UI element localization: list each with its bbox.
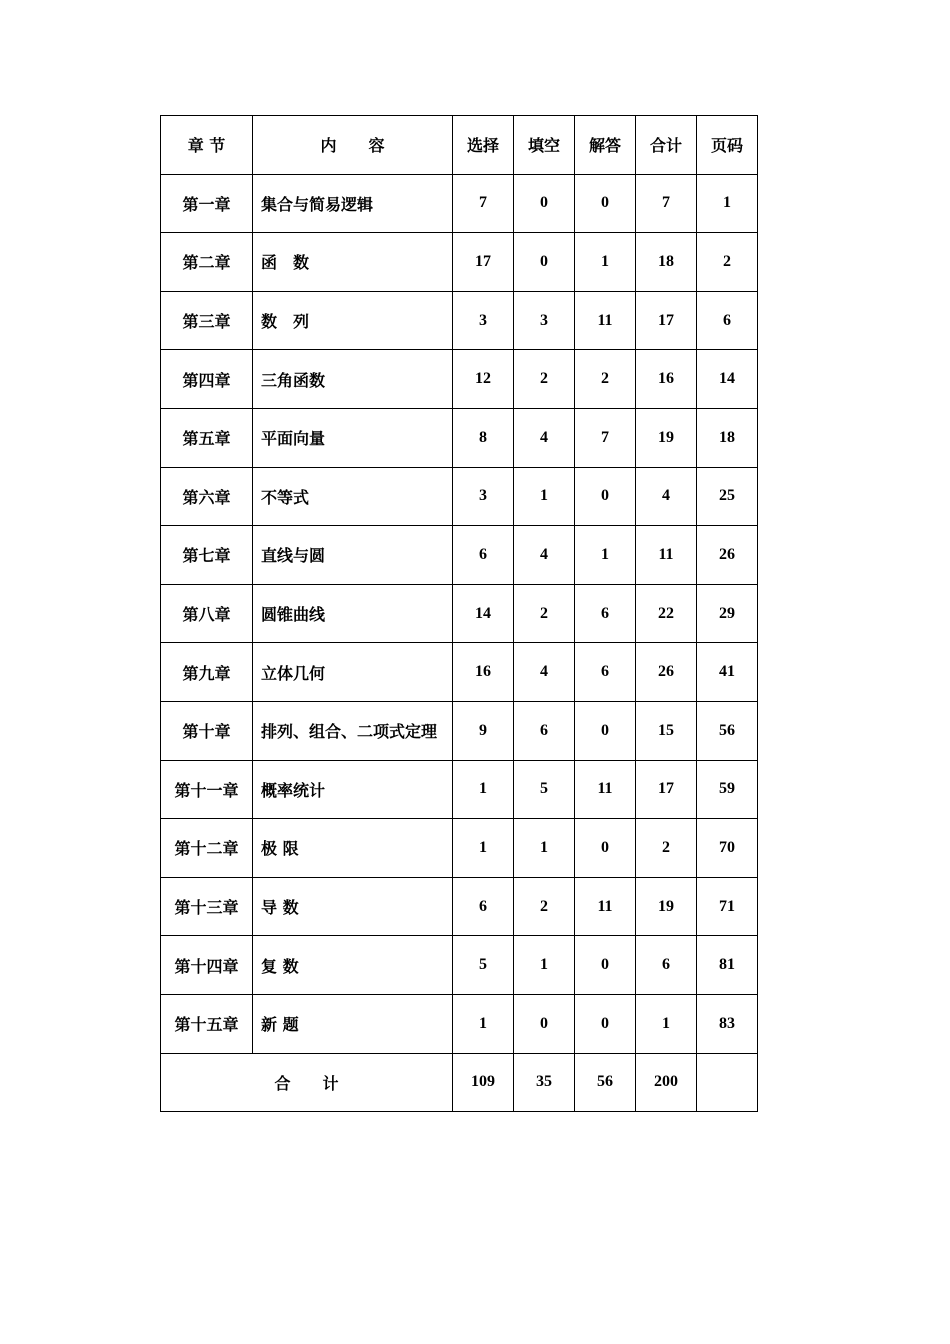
choice-cell: 1 xyxy=(453,819,514,878)
fill-cell: 1 xyxy=(514,819,575,878)
fill-cell: 0 xyxy=(514,174,575,233)
content-cell: 概率统计 xyxy=(253,760,453,819)
content-cell: 数 列 xyxy=(253,291,453,350)
fill-cell: 1 xyxy=(514,936,575,995)
table-row xyxy=(161,701,758,760)
answer-cell: 0 xyxy=(575,994,636,1053)
page-cell: 1 xyxy=(697,174,758,233)
content-cell: 立体几何 xyxy=(253,643,453,702)
answer-cell: 2 xyxy=(575,350,636,409)
choice-cell: 1 xyxy=(453,760,514,819)
answer-cell: 0 xyxy=(575,819,636,878)
table-row xyxy=(161,350,758,409)
table-row xyxy=(161,408,758,467)
answer-cell: 6 xyxy=(575,643,636,702)
table-row xyxy=(161,877,758,936)
chapter-cell: 第五章 xyxy=(161,408,253,467)
chapter-cell: 第八章 xyxy=(161,584,253,643)
content-cell: 新 题 xyxy=(253,994,453,1053)
chapter-cell: 第十三章 xyxy=(161,877,253,936)
choice-cell: 1 xyxy=(453,994,514,1053)
choice-cell: 14 xyxy=(453,584,514,643)
page-cell: 14 xyxy=(697,350,758,409)
totals-choice: 109 xyxy=(453,1053,514,1112)
choice-cell: 17 xyxy=(453,233,514,292)
choice-cell: 6 xyxy=(453,877,514,936)
choice-cell: 9 xyxy=(453,701,514,760)
answer-cell: 0 xyxy=(575,174,636,233)
table-row xyxy=(161,467,758,526)
answer-cell: 6 xyxy=(575,584,636,643)
chapter-cell: 第十一章 xyxy=(161,760,253,819)
total-cell: 6 xyxy=(636,936,697,995)
header-answer: 解答 xyxy=(575,116,636,175)
chapter-cell: 第十章 xyxy=(161,701,253,760)
total-cell: 4 xyxy=(636,467,697,526)
content-cell: 导 数 xyxy=(253,877,453,936)
fill-cell: 3 xyxy=(514,291,575,350)
content-cell: 复 数 xyxy=(253,936,453,995)
content-cell: 不等式 xyxy=(253,467,453,526)
fill-cell: 4 xyxy=(514,408,575,467)
total-cell: 17 xyxy=(636,760,697,819)
choice-cell: 3 xyxy=(453,467,514,526)
totals-page xyxy=(697,1053,758,1112)
total-cell: 19 xyxy=(636,408,697,467)
totals-label: 合 计 xyxy=(161,1053,453,1112)
table-row xyxy=(161,994,758,1053)
content-cell: 集合与简易逻辑 xyxy=(253,174,453,233)
header-content: 内 容 xyxy=(253,116,453,175)
page-cell: 83 xyxy=(697,994,758,1053)
content-cell: 圆锥曲线 xyxy=(253,584,453,643)
answer-cell: 11 xyxy=(575,877,636,936)
page-cell: 6 xyxy=(697,291,758,350)
chapter-cell: 第三章 xyxy=(161,291,253,350)
total-cell: 17 xyxy=(636,291,697,350)
table-row xyxy=(161,526,758,585)
total-cell: 19 xyxy=(636,877,697,936)
page-cell: 70 xyxy=(697,819,758,878)
header-fill: 填空 xyxy=(514,116,575,175)
total-cell: 15 xyxy=(636,701,697,760)
table-header-row xyxy=(161,116,758,175)
choice-cell: 8 xyxy=(453,408,514,467)
fill-cell: 0 xyxy=(514,233,575,292)
chapter-cell: 第九章 xyxy=(161,643,253,702)
table-row xyxy=(161,174,758,233)
answer-cell: 7 xyxy=(575,408,636,467)
choice-cell: 12 xyxy=(453,350,514,409)
choice-cell: 16 xyxy=(453,643,514,702)
chapter-cell: 第七章 xyxy=(161,526,253,585)
page-cell: 71 xyxy=(697,877,758,936)
content-cell: 平面向量 xyxy=(253,408,453,467)
fill-cell: 4 xyxy=(514,526,575,585)
page-cell: 2 xyxy=(697,233,758,292)
content-cell: 极 限 xyxy=(253,819,453,878)
header-choice: 选择 xyxy=(453,116,514,175)
choice-cell: 5 xyxy=(453,936,514,995)
chapter-cell: 第四章 xyxy=(161,350,253,409)
table-body xyxy=(161,174,758,1112)
content-cell: 直线与圆 xyxy=(253,526,453,585)
fill-cell: 6 xyxy=(514,701,575,760)
header-page: 页码 xyxy=(697,116,758,175)
page-cell: 26 xyxy=(697,526,758,585)
table-row xyxy=(161,936,758,995)
table-row xyxy=(161,291,758,350)
page-cell: 56 xyxy=(697,701,758,760)
page-cell: 25 xyxy=(697,467,758,526)
chapter-cell: 第十二章 xyxy=(161,819,253,878)
answer-cell: 11 xyxy=(575,760,636,819)
table-row xyxy=(161,233,758,292)
chapter-cell: 第十四章 xyxy=(161,936,253,995)
answer-cell: 1 xyxy=(575,233,636,292)
totals-row xyxy=(161,1053,758,1112)
total-cell: 7 xyxy=(636,174,697,233)
answer-cell: 0 xyxy=(575,936,636,995)
total-cell: 26 xyxy=(636,643,697,702)
total-cell: 1 xyxy=(636,994,697,1053)
chapter-cell: 第十五章 xyxy=(161,994,253,1053)
answer-cell: 0 xyxy=(575,467,636,526)
header-total: 合计 xyxy=(636,116,697,175)
page-cell: 41 xyxy=(697,643,758,702)
total-cell: 18 xyxy=(636,233,697,292)
fill-cell: 0 xyxy=(514,994,575,1053)
page-cell: 18 xyxy=(697,408,758,467)
table-row xyxy=(161,819,758,878)
page-cell: 59 xyxy=(697,760,758,819)
fill-cell: 2 xyxy=(514,877,575,936)
answer-cell: 0 xyxy=(575,701,636,760)
content-cell: 函 数 xyxy=(253,233,453,292)
table-row xyxy=(161,643,758,702)
answer-cell: 1 xyxy=(575,526,636,585)
chapter-cell: 第一章 xyxy=(161,174,253,233)
chapter-summary-table xyxy=(160,115,758,1112)
table-row xyxy=(161,584,758,643)
totals-fill: 35 xyxy=(514,1053,575,1112)
chapter-cell: 第六章 xyxy=(161,467,253,526)
fill-cell: 4 xyxy=(514,643,575,702)
total-cell: 11 xyxy=(636,526,697,585)
totals-answer: 56 xyxy=(575,1053,636,1112)
total-cell: 22 xyxy=(636,584,697,643)
fill-cell: 5 xyxy=(514,760,575,819)
choice-cell: 3 xyxy=(453,291,514,350)
page-cell: 29 xyxy=(697,584,758,643)
fill-cell: 2 xyxy=(514,584,575,643)
header-chapter: 章 节 xyxy=(161,116,253,175)
page-cell: 81 xyxy=(697,936,758,995)
content-cell: 三角函数 xyxy=(253,350,453,409)
answer-cell: 11 xyxy=(575,291,636,350)
chapter-cell: 第二章 xyxy=(161,233,253,292)
total-cell: 16 xyxy=(636,350,697,409)
fill-cell: 1 xyxy=(514,467,575,526)
total-cell: 2 xyxy=(636,819,697,878)
content-cell: 排列、组合、二项式定理 xyxy=(253,701,453,760)
totals-total: 200 xyxy=(636,1053,697,1112)
table-row xyxy=(161,760,758,819)
choice-cell: 6 xyxy=(453,526,514,585)
choice-cell: 7 xyxy=(453,174,514,233)
fill-cell: 2 xyxy=(514,350,575,409)
